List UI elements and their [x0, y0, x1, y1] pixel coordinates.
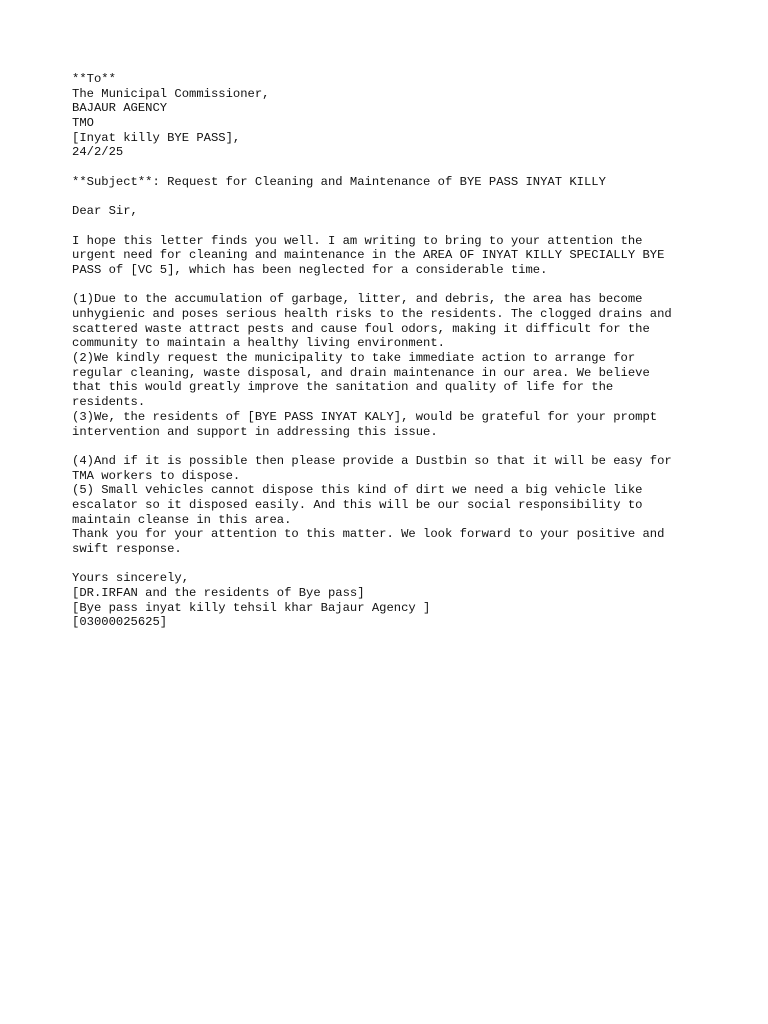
- subject-line: **Subject**: Request for Cleaning and Maintenance of BYE PASS INYAT KILLY: [72, 174, 606, 189]
- point-line: regular cleaning, waste disposal, and drain maintenance in our area. We believe: [72, 365, 650, 380]
- letter-body: [72, 72, 712, 630]
- intro-line: urgent need for cleaning and maintenance in the AREA OF INYAT KILLY SPECIALLY BYE: [72, 248, 665, 263]
- spacer: [72, 439, 712, 454]
- to-heading: **To**: [72, 72, 116, 86]
- intro-paragraph: [72, 234, 712, 278]
- point-line: scattered waste attract pests and cause foul odors, making it difficult for the: [72, 321, 650, 336]
- recipient-agency: BAJAUR AGENCY: [72, 101, 168, 116]
- points-paragraph-2: [72, 454, 712, 557]
- sender-address: [Bye pass inyat killy tehsil khar Bajaur Agency ]: [72, 600, 431, 615]
- point-line: (3)We, the residents of [BYE PASS INYAT KALY], would be grateful for your prompt: [72, 409, 658, 424]
- point-line: (2)We kindly request the municipality to take immediate action to arrange for: [72, 351, 636, 366]
- point-line: Thank you for your attention to this matter. We look forward to your positive and: [72, 527, 665, 542]
- point-line: (4)And if it is possible then please provide a Dustbin so that it will be easy for: [72, 453, 672, 468]
- recipient-location: [Inyat killy BYE PASS],: [72, 130, 241, 145]
- valediction: Yours sincerely,: [72, 571, 190, 586]
- point-line: (1)Due to the accumulation of garbage, litter, and debris, the area has become: [72, 292, 643, 307]
- point-line: residents.: [72, 395, 146, 410]
- intro-line: PASS of [VC 5], which has been neglected for a considerable time.: [72, 262, 548, 277]
- point-line: swift response.: [72, 542, 182, 556]
- recipient-address-block: [72, 72, 712, 160]
- sender-phone: [03000025625]: [72, 615, 168, 630]
- spacer: [72, 160, 712, 175]
- spacer: [72, 190, 712, 205]
- point-line: unhygienic and poses serious health risks to the residents. The clogged drains and: [72, 307, 672, 321]
- point-line: escalator so it disposed easily. And this will be our social responsibility to: [72, 497, 643, 512]
- spacer: [72, 278, 712, 293]
- point-line: (5) Small vehicles cannot dispose this kind of dirt we need a big vehicle like: [72, 483, 643, 498]
- point-line: intervention and support in addressing this issue.: [72, 424, 438, 439]
- sender-name: [DR.IRFAN and the residents of Bye pass]: [72, 586, 365, 601]
- point-line: maintain cleanse in this area.: [72, 512, 292, 527]
- spacer: [72, 219, 712, 234]
- recipient-title: The Municipal Commissioner,: [72, 86, 270, 101]
- intro-line: I hope this letter finds you well. I am writing to bring to your attention the: [72, 233, 643, 248]
- point-line: that this would greatly improve the sanitation and quality of life for the: [72, 380, 614, 395]
- point-line: community to maintain a healthy living environment.: [72, 336, 445, 351]
- salutation: Dear Sir,: [72, 204, 138, 219]
- points-paragraph-1: [72, 292, 712, 439]
- spacer: [72, 557, 712, 572]
- recipient-office: TMO: [72, 116, 94, 131]
- closing-block: [72, 571, 712, 630]
- letter-date: 24/2/25: [72, 145, 124, 160]
- point-line: TMA workers to dispose.: [72, 468, 241, 483]
